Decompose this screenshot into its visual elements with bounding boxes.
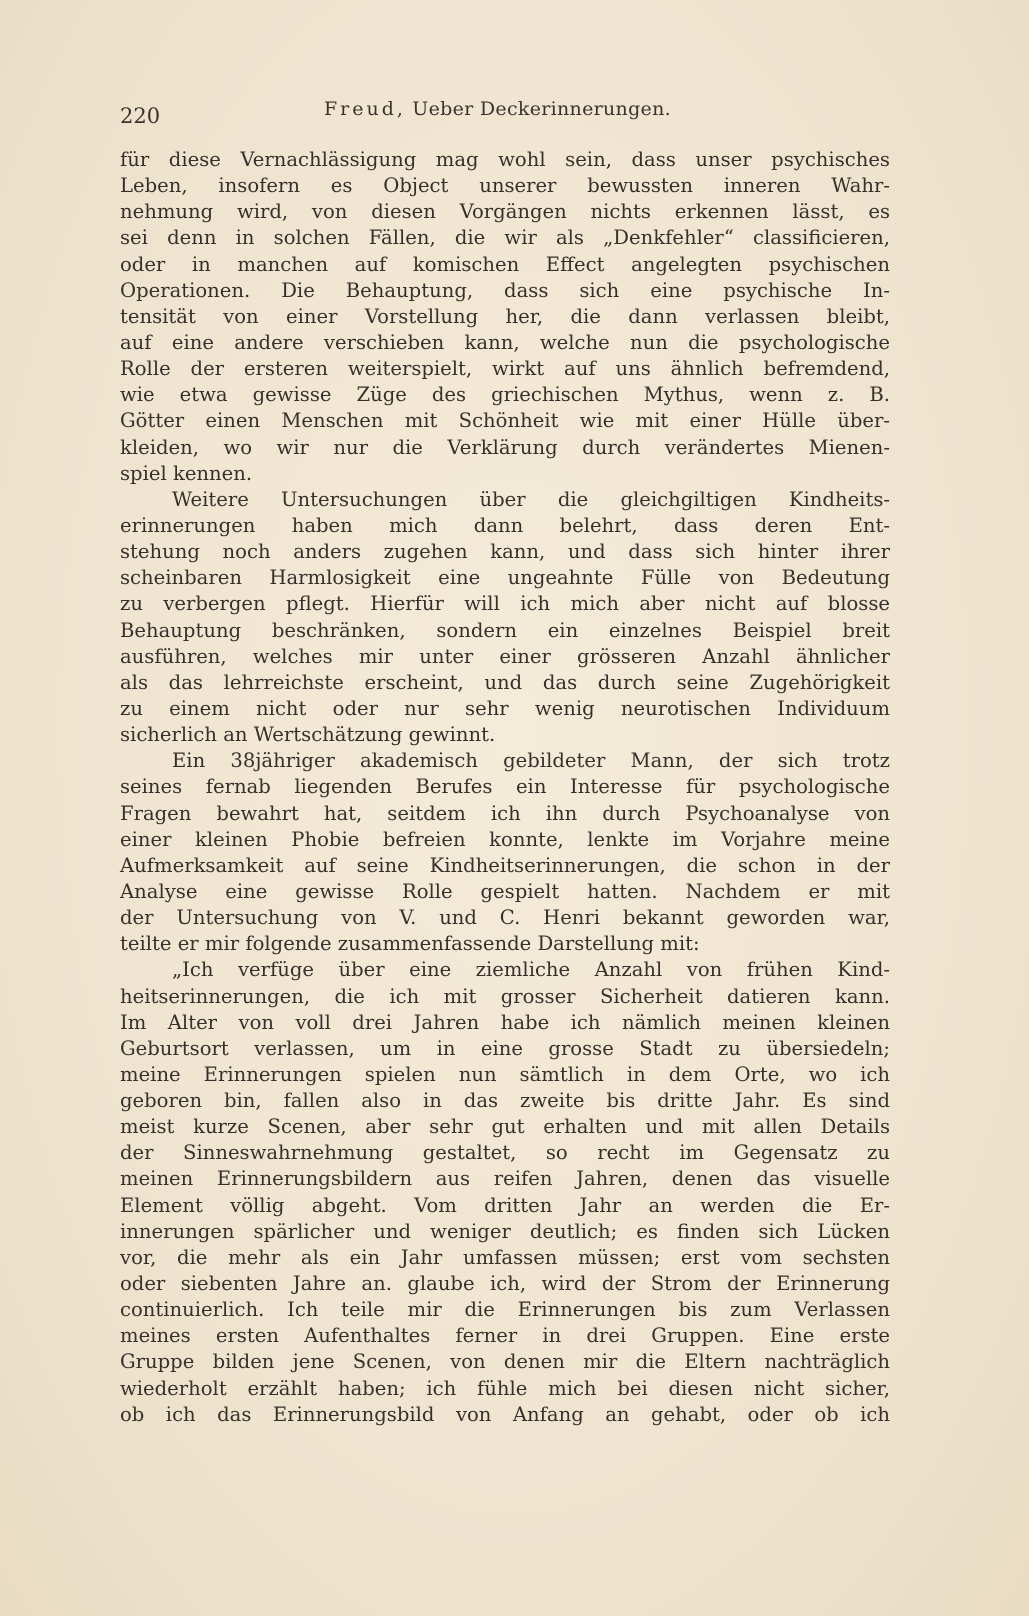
text-line: einer kleinen Phobie befreien konnte, lenkte im Vorjahre meine — [120, 827, 890, 851]
text-line: nehmung wird, von diesen Vorgängen nichts erkennen lässt, es — [120, 200, 890, 224]
text-line: der Untersuchung von V. und C. Henri bekannt geworden war, — [120, 906, 890, 930]
text-line: Im Alter von voll drei Jahren habe ich nämlich meinen kleinen — [120, 1010, 890, 1034]
text-line: tensität von einer Vorstellung her, die dann verlassen bleibt, — [120, 304, 890, 328]
article-title: Ueber Deckerinnerungen. — [412, 98, 671, 120]
text-line: der Sinneswahrnehmung gestaltet, so recht im Gegensatz zu — [120, 1141, 890, 1165]
text-line: Element völlig abgeht. Vom dritten Jahr an werden die Er- — [120, 1193, 890, 1217]
text-line: Aufmerksamkeit auf seine Kindheitserinnerungen, die schon in der — [120, 853, 890, 877]
text-line: sei denn in solchen Fällen, die wir als „Denkfehler“ classificieren, — [120, 226, 890, 250]
text-line: Leben, insofern es Object unserer bewussten inneren Wahr- — [120, 174, 890, 198]
text-line: wiederholt erzählt haben; ich fühle mich bei diesen nicht sicher, — [120, 1376, 890, 1400]
body-text — [120, 147, 890, 1428]
text-line: Operationen. Die Behauptung, dass sich eine psychische In- — [120, 278, 890, 302]
text-line: Geburtsort verlassen, um in eine grosse Stadt zu übersiedeln; — [120, 1036, 890, 1060]
text-line: scheinbaren Harmlosigkeit eine ungeahnte Fülle von Bedeutung — [120, 566, 890, 590]
text-line: oder in manchen auf komischen Effect angelegten psychischen — [120, 252, 890, 276]
text-line: wie etwa gewisse Züge des griechischen Mythus, wenn z. B. — [120, 383, 890, 407]
page-number: 220 — [120, 104, 161, 128]
text-line: ausführen, welches mir unter einer grösseren Anzahl ähnlicher — [120, 644, 890, 668]
text-line: „Ich verfüge über eine ziemliche Anzahl von frühen Kind- — [172, 958, 890, 982]
text-line: innerungen spärlicher und weniger deutlich; es finden sich Lücken — [120, 1219, 890, 1243]
text-line: continuierlich. Ich teile mir die Erinnerungen bis zum Verlassen — [120, 1298, 890, 1322]
text-line: Gruppe bilden jene Scenen, von denen mir die Eltern nachträglich — [120, 1350, 890, 1374]
text-line: Fragen bewahrt hat, seitdem ich ihn durch Psychoanalyse von — [120, 801, 890, 825]
text-line: spiel kennen. — [120, 461, 253, 485]
running-title — [324, 98, 671, 120]
text-line: Analyse eine gewisse Rolle gespielt hatten. Nachdem er mit — [120, 879, 890, 903]
text-line: Weitere Untersuchungen über die gleichgiltigen Kindheits- — [172, 487, 890, 511]
text-line: meist kurze Scenen, aber sehr gut erhalten und mit allen Details — [120, 1115, 890, 1139]
text-line: vor, die mehr als ein Jahr umfassen müssen; erst vom sechsten — [120, 1245, 890, 1269]
text-line: kleiden, wo wir nur die Verklärung durch verändertes Mienen- — [120, 435, 890, 459]
text-line: als das lehrreichste erscheint, und das durch seine Zugehörigkeit — [120, 670, 890, 694]
text-line: Rolle der ersteren weiterspielt, wirkt auf uns ähnlich befremdend, — [120, 357, 890, 381]
text-line: ob ich das Erinnerungsbild von Anfang an gehabt, oder ob ich — [120, 1402, 890, 1426]
text-line: heitserinnerungen, die ich mit grosser Sicherheit datieren kann. — [120, 984, 890, 1008]
text-line: erinnerungen haben mich dann belehrt, dass deren Ent- — [120, 513, 890, 537]
text-line: sicherlich an Wertschätzung gewinnt. — [120, 723, 496, 747]
text-line: meinen Erinnerungsbildern aus reifen Jahren, denen das visuelle — [120, 1167, 890, 1191]
text-line: meine Erinnerungen spielen nun sämtlich in dem Orte, wo ich — [120, 1062, 890, 1086]
text-line: Götter einen Menschen mit Schönheit wie mit einer Hülle über- — [120, 409, 890, 433]
text-line: geboren bin, fallen also in das zweite bis dritte Jahr. Es sind — [120, 1089, 890, 1113]
text-line: teilte er mir folgende zusammenfassende Darstellung mit: — [120, 932, 700, 956]
text-line: stehung noch anders zugehen kann, und dass sich hinter ihrer — [120, 540, 890, 564]
text-line: oder siebenten Jahre an. glaube ich, wird der Strom der Erinnerung — [120, 1272, 890, 1296]
running-header — [120, 98, 920, 128]
text-line: für diese Vernachlässigung mag wohl sein, dass unser psychisches — [120, 148, 890, 171]
text-line: meines ersten Aufenthaltes ferner in drei Gruppen. Eine erste — [120, 1324, 890, 1348]
text-line: seines fernab liegenden Berufes ein Interesse für psychologische — [120, 775, 890, 799]
text-line: Behauptung beschränken, sondern ein einzelnes Beispiel breit — [120, 618, 890, 642]
text-line: zu verbergen pflegt. Hierfür will ich mich aber nicht auf blosse — [120, 592, 890, 616]
text-line: Ein 38jähriger akademisch gebildeter Mann, der sich trotz — [172, 749, 890, 773]
author-name: Freud, — [324, 98, 406, 120]
text-line: zu einem nicht oder nur sehr wenig neurotischen Individuum — [120, 696, 890, 720]
text-line: auf eine andere verschieben kann, welche nun die psychologische — [120, 330, 890, 354]
